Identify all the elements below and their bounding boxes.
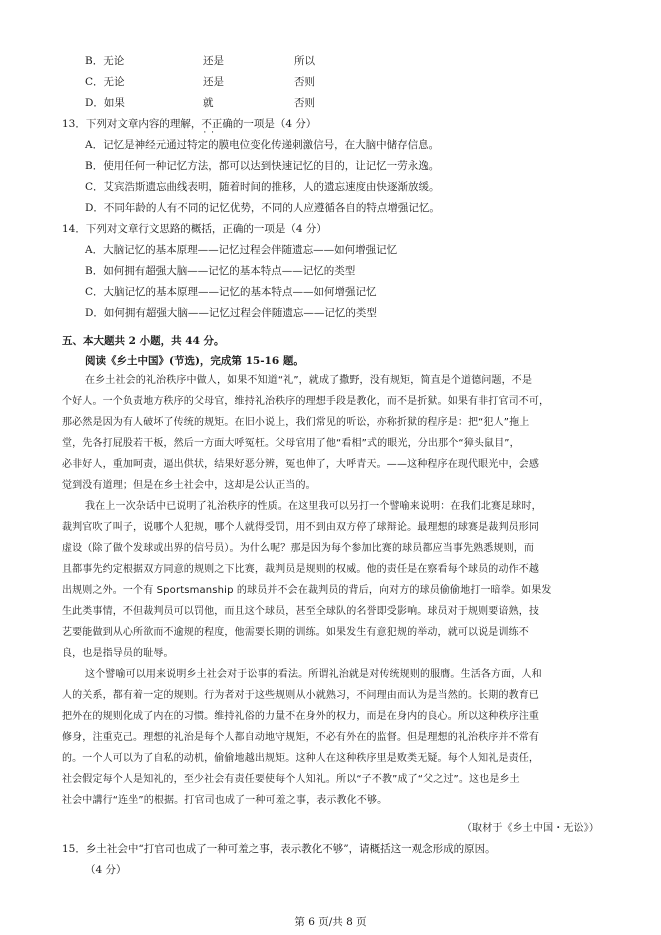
passage-line: 且都事先约定根据双方同意的规则之下比赛，裁判员是规则的权威。他的责任是在察看每个球员的动作不越 — [62, 564, 540, 575]
emphasis-text: 不正确 · · — [201, 118, 233, 130]
option-word-1: 就 — [203, 97, 214, 109]
passage-line: 必非好人，重加呵责，逼出供状，结果好恶分辨，冤也伸了，大呼青天。——这种程序在现代眼光中，会感 — [62, 459, 540, 470]
q14-option-d: D．如何拥有超强大脑——记忆过程会伴随遗忘——记忆的类型 — [85, 307, 377, 319]
option-label: B．无论 — [85, 55, 125, 67]
q13-option-c: C．艾宾浩斯遗忘曲线表明，随着时间的推移，人的遗忘速度由快逐渐放缓。 — [85, 181, 440, 193]
q13-stem: 13．下列对文章内容的理解，不正确 · ·的一项是（4 分） — [62, 117, 316, 131]
passage-line: 人的关系，都有着一定的规则。行为者对于这些规则从小就熟习，不问理由而认为是当然的。长期的教育已 — [62, 690, 540, 701]
passage-line: 把外在的规则化成了内在的习惯。维持礼俗的力量不在身外的权力，而是在身内的良心。所以这种秩序注重 — [62, 711, 540, 722]
passage-line: 艺要能做到从心所欲而不逾规的程度，他需要长期的训练。如果发生有意犯规的举动，就可以说是训练不 — [62, 627, 529, 638]
passage-line: 社会假定每个人是知礼的，至少社会有责任要使每个人知礼。所以“子不教”成了“父之过”。这也是乡土 — [62, 774, 520, 785]
passage-line: 个好人。一个负责地方秩序的父母官，维持礼治秩序的理想手段是教化，而不是折狱。如果有非打官司不可， — [62, 396, 550, 407]
q13-option-d: D．不同年龄的人有不同的记忆优势，不同的人应遵循各自的特点增强记忆。 — [85, 202, 440, 214]
passage-line: 出规则之外。一个有 Sportsmanship 的球员并不会在裁判员的背后，向对方的球员偷偷地打一暗拳。如果发 — [62, 585, 552, 596]
q14-option-a: A．大脑记忆的基本原理——记忆过程会伴随遗忘——如何增强记忆 — [85, 244, 398, 256]
passage-line: 觉到没有道理；但是在乡土社会中，这却是公认正当的。 — [62, 480, 316, 491]
passage-line: 堂，先各打屁股若干板，然后一方面大呼冤枉。父母官用了他“看相”式的眼光，分出那个“獐头鼠目”， — [62, 438, 520, 449]
q13-option-b: B．使用任何一种记忆方法，都可以达到快速记忆的目的，让记忆一劳永逸。 — [85, 160, 440, 172]
passage-line: 我在上一次杂话中已说明了礼治秩序的性质。在这里我可以另打一个譬喻来说明：在我们北赛足球时， — [85, 501, 542, 512]
passage-line: 这个譬喻可以用来说明乡土社会对于讼事的看法。所谓礼治就是对传统规则的服膺。生活各方面，人和 — [85, 669, 542, 680]
option-word-2: 否则 — [294, 76, 315, 88]
option-word-2: 否则 — [294, 97, 315, 109]
option-label: C．无论 — [85, 76, 125, 88]
q14-option-b: B．如何拥有超强大脑——记忆的基本特点——记忆的类型 — [85, 265, 356, 277]
passage-line: 的。一个人可以为了自私的动机，偷偷地越出规矩。这种人在这种秩序里是败类无疑。每个人知礼是责任， — [62, 753, 540, 764]
reading-instruction: 阅读《乡土中国》(节选)，完成第 15-16 题。 — [85, 355, 304, 367]
q15-stem: 15．乡土社会中“打官司也成了一种可羞之事，表示教化不够”，请概括这一观念形成的原因。 — [62, 843, 496, 855]
passage-line: 虚设（除了做个发球或出界的信号员）。为什么呢？那是因为每个参加比赛的球员都应当事先熟悉规则，而 — [62, 543, 535, 554]
option-word-2: 所以 — [294, 55, 315, 67]
source-citation: （取材于《乡土中国・无讼》） — [461, 823, 599, 834]
q14-stem: 14．下列对文章行文思路的概括，正确的一项是（4 分） — [62, 223, 327, 235]
q15-score: （4 分） — [85, 864, 127, 876]
q14-option-c: C．大脑记忆的基本原理——记忆的基本特点——如何增强记忆 — [85, 286, 377, 298]
passage-line: 良，也是指导员的耻辱。 — [62, 648, 174, 659]
option-word-1: 还是 — [203, 55, 224, 67]
passage-line: 裁判官吹了叫子，说哪个人犯规，哪个人就得受罚，用不到由双方停了球辩论。最理想的球赛是裁判员形同 — [62, 522, 540, 533]
q13-option-a: A．记忆是神经元通过特定的膜电位变化传递刺激信号，在大脑中储存信息。 — [85, 139, 440, 151]
passage-line: 那必然是因为有人破坏了传统的规矩。在旧小说上，我们常见的听讼，亦称折狱的程序是：把“犯人”拖上 — [62, 417, 530, 428]
passage-line: 在乡土社会的礼治秩序中做人，如果不知道“礼”，就成了撒野，没有规矩，简直是个道德问题，不是 — [85, 375, 533, 386]
passage-line: 生此类事情，不但裁判员可以罚他，而且这个球员，甚至全球队的名誉即受影响。球员对于规则要谙熟，技 — [62, 606, 540, 617]
passage-line: 修身，注重克己。理想的礼治是每个人都自动地守规矩，不必有外在的监督。但是理想的礼治秩序并不常有 — [62, 732, 540, 743]
option-label: D．如果 — [85, 97, 125, 109]
section-heading: 五、本大题共 2 小题，共 44 分。 — [62, 335, 225, 347]
option-word-1: 还是 — [203, 76, 224, 88]
passage-line: 社会中講行“连坐”的根据。打官司也成了一种可羞之事，表示教化不够。 — [62, 795, 388, 806]
page-footer: 第 6 页/共 8 页 — [294, 916, 367, 928]
